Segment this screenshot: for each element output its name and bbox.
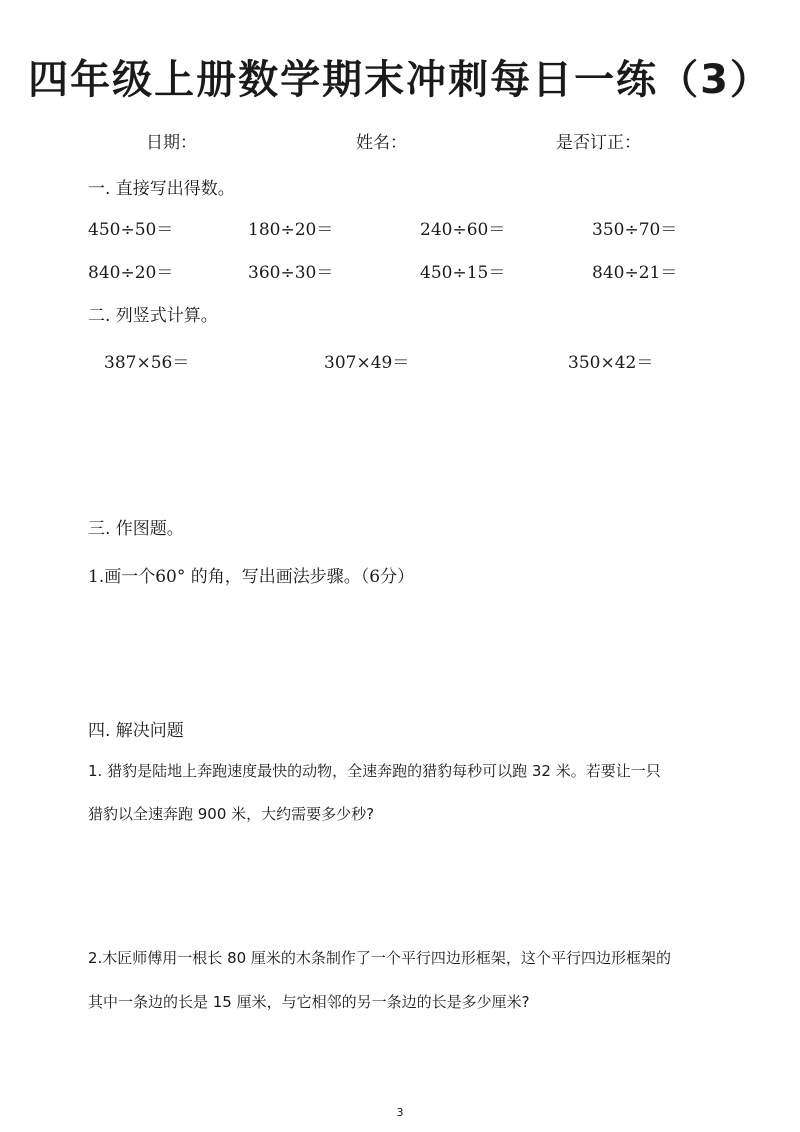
oral-calc-item: 360÷30＝ bbox=[248, 263, 334, 283]
page-title: 四年级上册数学期末冲刺每日一练（3） bbox=[28, 57, 772, 103]
name-label: 姓名： bbox=[356, 133, 407, 153]
corrected-label: 是否订正： bbox=[556, 133, 641, 153]
section-2-heading: 二. 列竖式计算。 bbox=[88, 306, 218, 326]
oral-calc-item: 450÷15＝ bbox=[420, 263, 506, 283]
oral-calc-item: 840÷21＝ bbox=[592, 263, 678, 283]
problem-1-line-1: 1. 猎豹是陆地上奔跑速度最快的动物，全速奔跑的猎豹每秒可以跑 32 米。若要让一只 bbox=[88, 762, 661, 780]
page-number: 3 bbox=[396, 1106, 404, 1119]
vertical-calc-item: 307×49＝ bbox=[324, 353, 410, 373]
section-4-heading: 四. 解决问题 bbox=[88, 721, 184, 741]
oral-calc-item: 240÷60＝ bbox=[420, 220, 506, 240]
oral-calc-item: 840÷20＝ bbox=[88, 263, 174, 283]
drawing-question: 1.画一个60° 的角，写出画法步骤。（6分） bbox=[88, 567, 415, 587]
problem-2-line-1: 2.木匠师傅用一根长 80 厘米的木条制作了一个平行四边形框架，这个平行四边形框架的 bbox=[88, 949, 671, 967]
vertical-calc-item: 387×56＝ bbox=[104, 353, 190, 373]
oral-calc-item: 180÷20＝ bbox=[248, 220, 334, 240]
problem-1-line-2: 猎豹以全速奔跑 900 米，大约需要多少秒? bbox=[88, 805, 375, 823]
oral-calc-item: 350÷70＝ bbox=[592, 220, 678, 240]
oral-calc-item: 450÷50＝ bbox=[88, 220, 174, 240]
problem-2-line-2: 其中一条边的长是 15 厘米，与它相邻的另一条边的长是多少厘米? bbox=[88, 993, 530, 1011]
section-1-heading: 一. 直接写出得数。 bbox=[88, 179, 235, 199]
section-3-heading: 三. 作图题。 bbox=[88, 519, 184, 539]
date-label: 日期： bbox=[146, 133, 197, 153]
vertical-calc-item: 350×42＝ bbox=[568, 353, 654, 373]
